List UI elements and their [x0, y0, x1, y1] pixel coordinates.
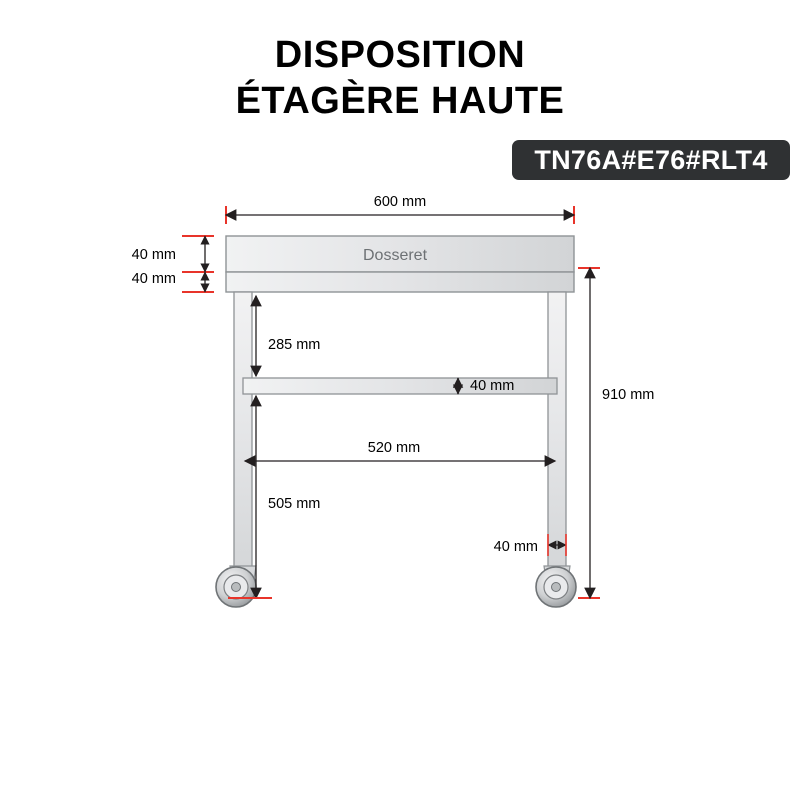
dimension-upper-gap: 285 mm: [268, 337, 321, 353]
dimension-worktop-thickness: 40 mm: [131, 271, 176, 287]
dimension-total-height: 910 mm: [602, 387, 655, 403]
page-title-line-2: ÉTAGÈRE HAUTE: [235, 80, 565, 123]
castor-right: [536, 566, 576, 607]
leg-left: [234, 292, 252, 574]
worktop-panel: [226, 272, 574, 292]
dimension-shelf-thickness: 40 mm: [470, 378, 515, 394]
dimension-backsplash-height: 40 mm: [131, 247, 176, 263]
reference-code: TN76A#E76#RLT4: [534, 144, 768, 175]
leg-right: [548, 292, 566, 574]
dimension-shelf-width: 520 mm: [367, 440, 421, 456]
dimension-lower-gap: 505 mm: [268, 496, 321, 512]
backsplash-label: Dosseret: [363, 247, 428, 264]
dimension-leg-width: 40 mm: [493, 539, 538, 555]
page-title-line-1: DISPOSITION: [274, 34, 526, 76]
castor-left: [216, 566, 256, 607]
dimension-top-width: 600 mm: [373, 194, 427, 210]
